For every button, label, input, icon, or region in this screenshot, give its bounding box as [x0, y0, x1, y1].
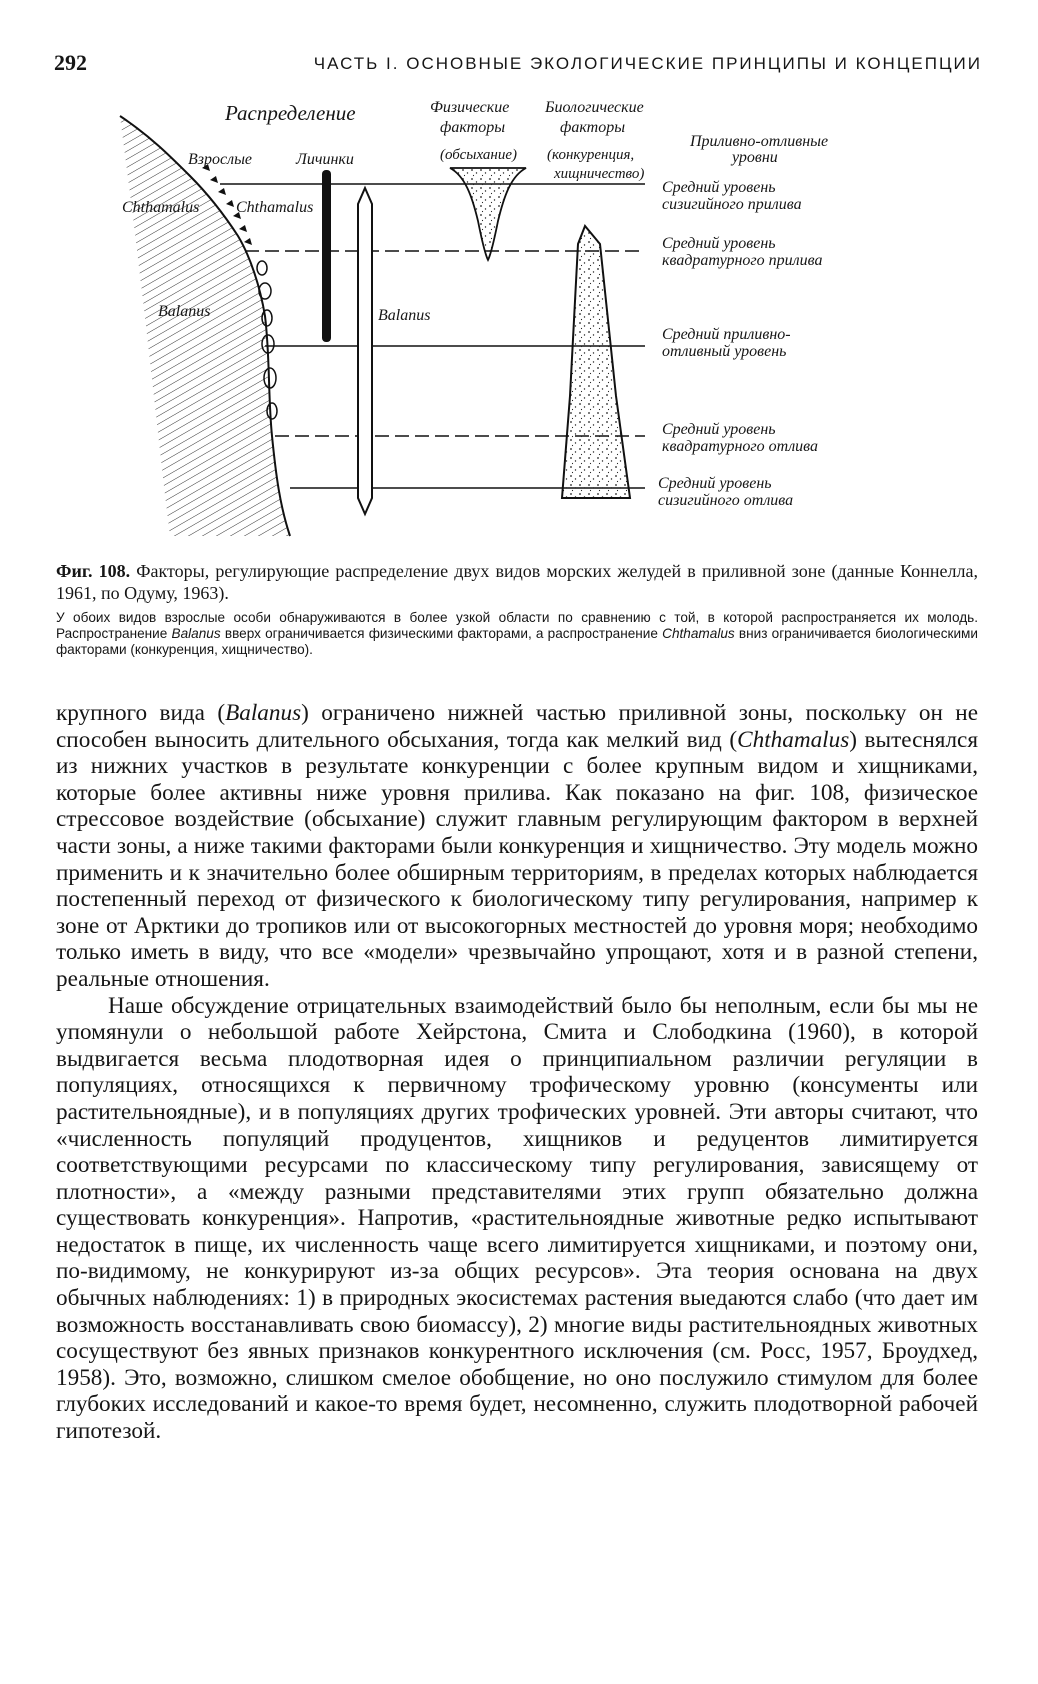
physical-factors-label-2: факторы — [440, 119, 506, 136]
figure-note-part: У обоих видов взрослые особи обнаруживаются в более узкой области по сравнению с той, в которой распространяется их молодь. Распространение — [56, 610, 978, 641]
level-5-line-2: сизигийного отлива — [658, 492, 794, 509]
text-run: крупного вида ( — [56, 700, 226, 726]
level-1-line-2: сизигийного прилива — [662, 196, 802, 213]
biological-factors-label-4: хищничество) — [554, 166, 645, 182]
larvae-label: Личинки — [296, 151, 354, 168]
level-4-line-2: квадратурного отлива — [662, 438, 819, 455]
balanus-adult-label: Balanus — [158, 303, 211, 320]
page-number: 292 — [54, 50, 87, 75]
figure-note-part: вниз ограничивается биологическими факторами (конкуренция, хищничество). — [56, 626, 978, 657]
figure-label: Фиг. 108. — [56, 561, 131, 581]
running-header — [54, 50, 982, 80]
figure-caption — [56, 560, 978, 604]
figure-note-part: вверх ограничивается физическими факторами, а распространение — [220, 626, 663, 641]
distribution-title: Распределение — [225, 101, 356, 125]
species-name: Chthamalus — [737, 726, 850, 753]
physical-factors-label-1: Физические — [430, 99, 510, 116]
figure-caption-text: Факторы, регулирующие распределение двух видов морских желудей в приливной зоне (данные Коннелла, 1961, по Одуму, 1963). — [56, 561, 978, 603]
balanus-larvae-label: Balanus — [378, 307, 431, 324]
rock-shore — [120, 116, 290, 536]
tide-levels-title-2: уровни — [732, 149, 778, 166]
body-text — [56, 700, 978, 1445]
chthamalus-adult-label: Chthamalus — [122, 199, 200, 216]
biological-factors-spike — [562, 226, 630, 498]
figure-note-species: Balanus — [171, 626, 221, 641]
level-3-line-1: Средний приливно- — [662, 326, 791, 343]
text-run: ) ограничено нижней частью приливной зоны, поскольку он не способен выносить длительного обсыхания, тогда как мелкий вид ( — [56, 700, 978, 753]
level-3-line-2: отливный уровень — [662, 343, 787, 360]
level-1-line-1: Средний уровень — [662, 179, 776, 196]
biological-factors-label-1: Биологические — [545, 99, 644, 116]
chthamalus-larvae-bar — [322, 170, 331, 342]
figure-note — [56, 610, 978, 658]
species-name: Balanus — [225, 700, 302, 726]
chthamalus-larvae-label: Chthamalus — [236, 199, 314, 216]
physical-factors-funnel — [450, 168, 526, 260]
physical-factors-label-3: (обсыхание) — [440, 147, 518, 163]
biological-factors-label-3: (конкуренция, — [547, 147, 635, 163]
running-title: ЧАСТЬ I. ОСНОВНЫЕ ЭКОЛОГИЧЕСКИЕ ПРИНЦИПЫ И КОНЦЕПЦИИ — [313, 54, 982, 73]
level-2-line-2: квадратурного прилива — [662, 252, 823, 269]
figure-108 — [110, 96, 940, 546]
level-2-line-1: Средний уровень — [662, 235, 776, 252]
biological-factors-label-2: факторы — [560, 119, 626, 136]
paragraph-2: Наше обсуждение отрицательных взаимодействий было бы неполным, если бы мы не упомянули о небольшой работе Хейрстона, Смита и Слободкина (1960), в которой выдвигается весьма плодотворная идея о принципиальном различии регуляции в популяциях, относящихся к первичному трофическому уровню (консументы или растительноядные), и в популяциях других трофических уровней. Эти авторы считают, что «численность популяций продуцентов, хищников и редуцентов лимитируется соответствующими ресурсами по классическому типу регулирования, зависящему от плотности», а «между разными представителями этих групп обязательно должна существовать конкуренция». Напротив, «растительноядные животные редко испытывают недостаток в пище, их численность чаще всего лимитируется хищниками, и поэтому они, по-видимому, не конкурируют из-за общих ресурсов». Эта теория основана на двух обычных наблюдениях: 1) в природных экосистемах растения выедаются слабо (что дает им возможность восстанавливать свою биомассу), 2) многие виды растительноядных животных сосуществуют без явных признаков конкурентного исключения (см. Росс, 1957, Броудхед, 1958). Это, возможно, слишком смелое обобщение, но оно послужило стимулом для более глубоких исследований и какое-то время будет, несомненно, служить плодотворной рабочей гипотезой. — [56, 992, 978, 1445]
level-5-line-1: Средний уровень — [658, 475, 772, 492]
tide-levels-title-1: Приливно-отливные — [690, 133, 829, 150]
paragraph-1 — [56, 700, 978, 993]
figure-note-species: Chthamalus — [662, 626, 735, 641]
adults-label: Взрослые — [188, 151, 253, 168]
balanus-larvae-bar — [358, 188, 372, 514]
level-4-line-1: Средний уровень — [662, 421, 776, 438]
text-run: ) вытеснялся из нижних участков в результате конкуренции с более крупным видом и хищниками, которые более активны ниже уровня прилива. Как показано на фиг. 108, физическое стрессовое воздействие (обсыхание) служит главным регулирующим фактором в верхней части зоны, а ниже такими факторами были конкуренция и хищничество. Эту модель можно применить и к значительно более обширным территориям, в пределах которых наблюдается постепенный переход от физического к биологическому типу регулирования, например к зоне от Арктики до тропиков или от высокогорных местностей до уровня моря; необходимо только иметь в виду, что все «модели» чрезвычайно упрощают, хотя и в разной степени, реальные отношения. — [56, 726, 978, 992]
